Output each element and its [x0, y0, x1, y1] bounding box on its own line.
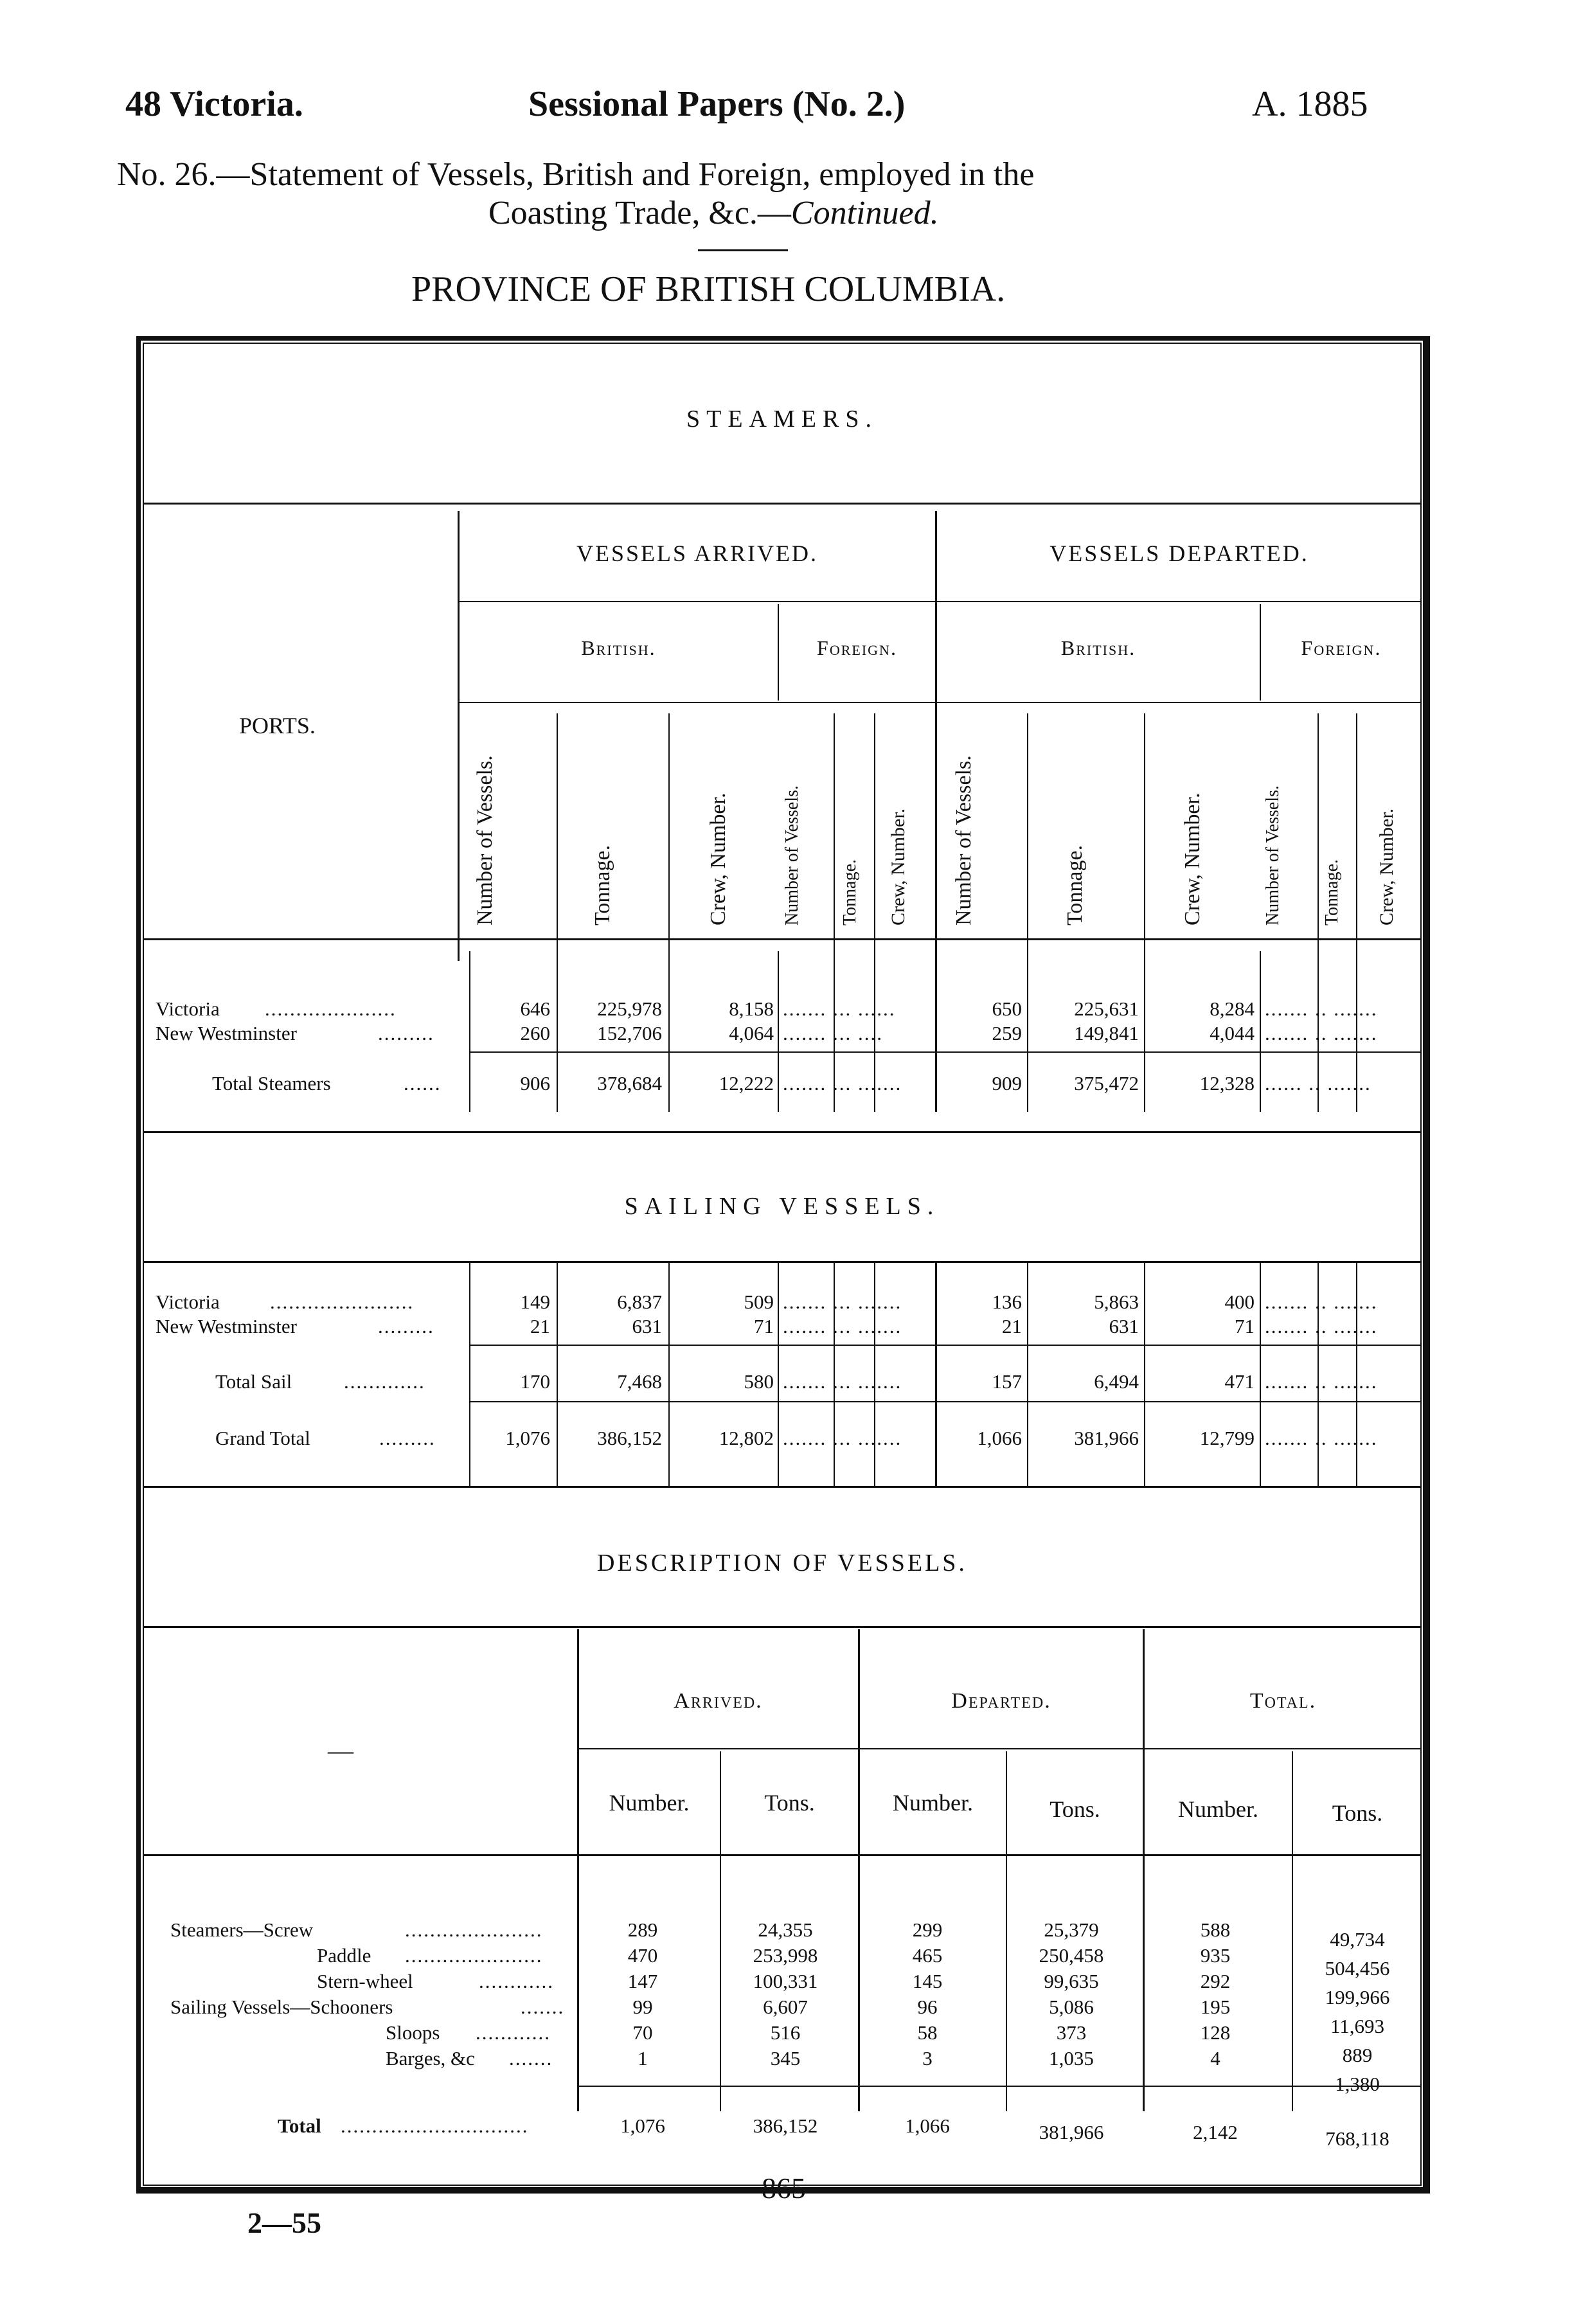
desc-col-tons: Tons. — [1332, 1800, 1383, 1826]
title-line-1: No. 26.—Statement of Vessels, British and Foreign, employed in the — [117, 156, 1035, 193]
col-rule — [557, 1263, 558, 1488]
cell: 21 — [530, 1315, 550, 1337]
cell: 1,066 — [905, 2114, 950, 2137]
cell: 199,966 — [1325, 1986, 1390, 2008]
cell: 631 — [632, 1315, 662, 1337]
rule — [578, 1748, 1422, 1749]
cell: 170 — [520, 1370, 550, 1393]
col-header-tonnage: Tonnage. — [1063, 845, 1087, 925]
leader-dots: ....... .. ....... — [1265, 1427, 1378, 1449]
col-rule — [1027, 1263, 1028, 1488]
cell: 889 — [1342, 2044, 1373, 2066]
row-label: Sailing Vessels—Schooners — [170, 1996, 393, 2018]
cell: 1,035 — [1049, 2047, 1094, 2069]
table-inner-frame — [143, 343, 1422, 2186]
cell: 8,284 — [1210, 997, 1255, 1020]
col-header-crew: Crew, Number. — [1376, 808, 1397, 925]
cell: 7,468 — [617, 1370, 662, 1393]
cell: 646 — [520, 997, 550, 1020]
cell: 5,086 — [1049, 1996, 1094, 2018]
cell: 145 — [912, 1970, 943, 1992]
cell: 250,458 — [1039, 1944, 1104, 1967]
cell: 386,152 — [597, 1427, 662, 1449]
desc-col-tons: Tons. — [1049, 1796, 1100, 1822]
cell: 2,142 — [1193, 2121, 1238, 2143]
cell: 650 — [992, 997, 1022, 1020]
province-title: PROVINCE OF BRITISH COLUMBIA. — [411, 269, 1006, 309]
cell: 149 — [520, 1291, 550, 1313]
leader-dots: ....... ... ....... — [783, 1370, 902, 1393]
cell: 465 — [912, 1944, 943, 1967]
col-header-vessels: Number of Vessels. — [952, 755, 976, 925]
cell: 580 — [744, 1370, 774, 1393]
leader-dots: ....... ... ....... — [783, 1291, 902, 1313]
leader-dots: ............. — [344, 1370, 425, 1393]
rule — [143, 503, 1422, 505]
cell: 3 — [922, 2047, 933, 2069]
cell: 386,152 — [753, 2114, 818, 2137]
page-number: 865 — [762, 2172, 806, 2204]
cell: 906 — [520, 1072, 550, 1095]
desc-total-label: Total. — [1249, 1689, 1317, 1713]
rule — [469, 1345, 1422, 1346]
cell: 8,158 — [729, 997, 774, 1020]
cell: 4,064 — [729, 1022, 774, 1044]
cell: 225,978 — [597, 997, 662, 1020]
col-header-crew: Crew, Number. — [706, 792, 730, 925]
leader-dots: ....... ... ....... — [783, 1315, 902, 1337]
col-header-crew: Crew, Number. — [888, 808, 909, 925]
row-label: Paddle — [317, 1944, 371, 1967]
row-label: Sloops — [386, 2021, 440, 2044]
arrived-british-label: British. — [581, 636, 656, 659]
leader-dots: ....... .. ....... — [1265, 1370, 1378, 1393]
desc-departed-label: Departed. — [951, 1689, 1051, 1713]
cell: 12,328 — [1199, 1072, 1255, 1095]
cell: 1,076 — [505, 1427, 550, 1449]
leader-dots: ....... — [521, 1996, 565, 2018]
leader-dots: ...................... — [405, 1918, 543, 1941]
row-port: New Westminster — [156, 1315, 297, 1337]
col-rule — [1260, 951, 1261, 1112]
cell: 509 — [744, 1291, 774, 1313]
row-port: Total Steamers — [212, 1072, 331, 1095]
leader-dots: ............ — [476, 2021, 551, 2044]
header-right: A. 1885 — [1252, 84, 1368, 124]
rule — [143, 1131, 1422, 1133]
row-label: Stern-wheel — [317, 1970, 413, 1992]
desc-col-tons: Tons. — [764, 1790, 815, 1816]
leader-dots: ....... ... .... — [783, 1022, 883, 1044]
rule — [143, 1486, 1422, 1488]
cell: 25,379 — [1044, 1918, 1099, 1941]
cell: 5,863 — [1094, 1291, 1139, 1313]
leader-dots: ....... .. ....... — [1265, 1315, 1378, 1337]
rule — [469, 1051, 1422, 1053]
cell: 149,841 — [1074, 1022, 1139, 1044]
desc-arrived-label: Arrived. — [674, 1689, 763, 1713]
cell: 289 — [627, 1918, 658, 1941]
col-rule — [1260, 1263, 1261, 1488]
leader-dots: ....... ... ....... — [783, 1427, 902, 1449]
sheet-number: 2—55 — [247, 2206, 321, 2239]
leader-dots: ....................... — [270, 1291, 415, 1313]
desc-col-number: Number. — [893, 1790, 973, 1816]
steamers-title: STEAMERS. — [686, 406, 878, 433]
cell: 12,799 — [1199, 1427, 1255, 1449]
cell: 378,684 — [597, 1072, 662, 1095]
leader-dots: ......... — [379, 1427, 436, 1449]
header-center: Sessional Papers (No. 2.) — [528, 84, 906, 124]
cell: 588 — [1200, 1918, 1231, 1941]
cell: 4,044 — [1210, 1022, 1255, 1044]
rule — [143, 1261, 1422, 1263]
cell: 11,693 — [1330, 2015, 1385, 2037]
desc-col-number: Number. — [609, 1790, 690, 1816]
cell: 253,998 — [753, 1944, 818, 1967]
title-line-2 — [488, 194, 939, 232]
col-header-vessels: Number of Vessels. — [473, 755, 497, 925]
col-rule — [668, 1263, 670, 1488]
cell: 100,331 — [753, 1970, 818, 1992]
cell: 21 — [1002, 1315, 1022, 1337]
col-header-tonnage: Tonnage. — [591, 845, 614, 925]
cell: 70 — [632, 2021, 653, 2044]
cell: 6,494 — [1094, 1370, 1139, 1393]
cell: 470 — [627, 1944, 658, 1967]
col-rule — [1144, 1263, 1145, 1488]
cell: 935 — [1200, 1944, 1231, 1967]
row-label: Steamers—Screw — [170, 1918, 314, 1941]
description-title: DESCRIPTION OF VESSELS. — [597, 1550, 967, 1577]
col-header-vessels: Number of Vessels. — [1263, 785, 1283, 925]
cell: 12,802 — [719, 1427, 774, 1449]
cell: 147 — [627, 1970, 658, 1992]
cell: 1 — [638, 2047, 648, 2069]
leader-dots: ......... — [378, 1315, 434, 1337]
cell: 6,607 — [763, 1996, 808, 2018]
leader-dots: ............ — [479, 1970, 554, 1992]
cell: 504,456 — [1325, 1957, 1390, 1980]
cell: 152,706 — [597, 1022, 662, 1044]
col-rule — [458, 511, 460, 961]
title-line-2-text: Coasting Trade, &c.— — [488, 195, 791, 231]
col-header-vessels: Number of Vessels. — [782, 785, 802, 925]
leader-dots: ....... ... ...... — [783, 997, 896, 1020]
desc-col-number: Number. — [1178, 1796, 1258, 1822]
cell: 1,380 — [1335, 2073, 1380, 2095]
cell: 471 — [1224, 1370, 1255, 1393]
vessels-arrived-label: VESSELS ARRIVED. — [576, 541, 819, 566]
row-label: Barges, &c — [386, 2047, 475, 2069]
rule — [460, 702, 1422, 703]
cell: 99 — [632, 1996, 653, 2018]
row-port: Grand Total — [215, 1427, 310, 1449]
col-rule — [778, 951, 779, 1112]
sailing-title: SAILING VESSELS. — [624, 1193, 940, 1220]
arrived-foreign-label: Foreign. — [817, 636, 897, 659]
cell: 24,355 — [758, 1918, 813, 1941]
cell: 375,472 — [1074, 1072, 1139, 1095]
leader-dots: ....... ... ....... — [783, 1072, 902, 1095]
cell: 157 — [992, 1370, 1022, 1393]
cell: 4 — [1210, 2047, 1220, 2069]
cell: 1,066 — [977, 1427, 1022, 1449]
row-port: Victoria — [156, 1291, 220, 1313]
cell: 195 — [1200, 1996, 1231, 2018]
col-rule — [778, 1263, 779, 1488]
leader-dots: ....... — [509, 2047, 553, 2069]
cell: 381,966 — [1074, 1427, 1139, 1449]
cell: 12,222 — [719, 1072, 774, 1095]
leader-dots: ..................... — [265, 997, 397, 1020]
cell: 631 — [1109, 1315, 1139, 1337]
leader-dots: ...... — [404, 1072, 442, 1095]
departed-british-label: British. — [1060, 636, 1136, 659]
ports-label: PORTS. — [239, 713, 316, 738]
cell: 128 — [1200, 2021, 1231, 2044]
leader-dots: ......... — [378, 1022, 434, 1044]
cell: 768,118 — [1325, 2127, 1389, 2150]
rule — [578, 2086, 1422, 2087]
cell: 71 — [1235, 1315, 1255, 1337]
leader-dots: ...................... — [405, 1944, 543, 1967]
col-header-tonnage: Tonnage. — [840, 859, 860, 925]
cell: 909 — [992, 1072, 1022, 1095]
rule — [469, 1401, 1422, 1402]
vessels-departed-label: VESSELS DEPARTED. — [1049, 541, 1309, 566]
row-port: Victoria — [156, 997, 220, 1020]
cell: 99,635 — [1044, 1970, 1099, 1992]
row-port: New Westminster — [156, 1022, 297, 1044]
col-header-crew: Crew, Number. — [1181, 792, 1204, 925]
cell: 381,966 — [1039, 2121, 1104, 2143]
leader-dots: ...... .. ....... — [1265, 1072, 1371, 1095]
cell: 225,631 — [1074, 997, 1139, 1020]
col-header-tonnage: Tonnage. — [1322, 859, 1342, 925]
cell: 96 — [917, 1996, 938, 2018]
cell: 58 — [917, 2021, 938, 2044]
cell: 136 — [992, 1291, 1022, 1313]
rule — [143, 1626, 1422, 1628]
cell: 373 — [1056, 2021, 1087, 2044]
departed-foreign-label: Foreign. — [1301, 636, 1382, 659]
cell: 400 — [1224, 1291, 1255, 1313]
cell: 292 — [1200, 1970, 1231, 1992]
row-label: Total — [278, 2114, 321, 2137]
cell: 6,837 — [617, 1291, 662, 1313]
rule — [460, 601, 1422, 602]
row-port: Total Sail — [215, 1370, 292, 1393]
cell: 1,076 — [620, 2114, 665, 2137]
desc-dash: — — [328, 1736, 353, 1765]
cell: 299 — [912, 1918, 943, 1941]
cell: 345 — [770, 2047, 801, 2069]
cell: 49,734 — [1330, 1928, 1385, 1951]
title-rule — [698, 249, 788, 251]
leader-dots: ....... .. ....... — [1265, 997, 1378, 1020]
cell: 260 — [520, 1022, 550, 1044]
rule — [143, 1854, 1422, 1856]
cell: 259 — [992, 1022, 1022, 1044]
title-continued: Continued. — [790, 195, 939, 231]
leader-dots: ....... .. ....... — [1265, 1291, 1378, 1313]
header-left: 48 Victoria. — [125, 84, 303, 124]
cell: 71 — [754, 1315, 774, 1337]
leader-dots: .............................. — [341, 2114, 529, 2137]
rule — [143, 938, 1422, 940]
leader-dots: ....... .. ....... — [1265, 1022, 1378, 1044]
cell: 516 — [770, 2021, 801, 2044]
